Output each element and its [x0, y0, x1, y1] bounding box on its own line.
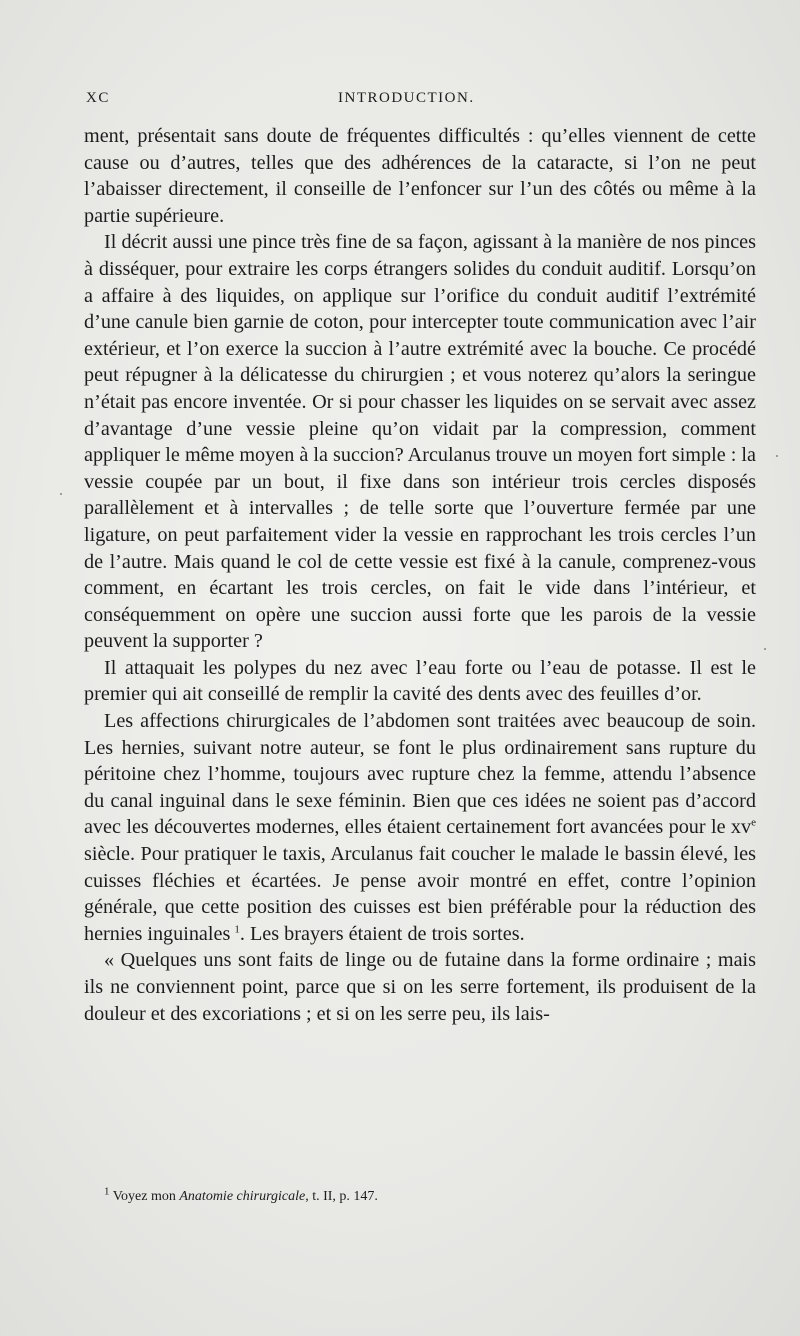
running-title: INTRODUCTION.	[338, 90, 475, 106]
footnote-marker: 1	[104, 1185, 110, 1198]
paragraph-5: « Quelques uns sont faits de linge ou de futaine dans la forme ordinaire ; mais ils ne conviennent point, parce que si on les serre fortement, ils produisent de la douleur et des excoriations ; et si on les serre peu, ils lais-	[84, 949, 756, 1025]
paragraph-1: ment, présentait sans doute de fréquentes difficultés : qu’elles viennent de cette cause ou d’autres, telles que des adhérences de la cataracte, si l’on ne peut l’abaisser directement, il conseille de l’enfoncer sur l’un des côtés ou même à la partie supérieure.	[84, 125, 756, 227]
footnote-reference: 1	[234, 923, 240, 936]
footnote-text-after: , t. II, p. 147.	[305, 1189, 378, 1204]
century-superscript: e	[751, 816, 756, 829]
paragraph-4-text: Les affections chirurgicales de l’abdomen sont traitées avec beaucoup de soin. Les hernies, suivant notre auteur, se font le plus ordinairement sans rupture du péritoine chez l’homme, toujours avec rupture chez la femme, attendu l’absence du canal inguinal dans le sexe féminin. Bien que ces idées ne soient pas d’accord avec les découvertes modernes, elles étaient certainement fort avancées pour le xv	[84, 710, 756, 839]
footnote	[104, 1185, 744, 1206]
paragraph-4	[84, 708, 756, 947]
footnote-book-title: Anatomie chirurgicale	[179, 1189, 306, 1204]
running-head	[86, 90, 758, 112]
paper-speck	[764, 648, 766, 650]
paragraph-3: Il attaquait les polypes du nez avec l’eau forte ou l’eau de potasse. Il est le premier qui ait conseillé de remplir la cavité des dents avec des feuilles d’or.	[84, 656, 756, 706]
paragraph-4-ending: . Les brayers étaient de trois sortes.	[239, 922, 525, 945]
paper-speck	[60, 493, 62, 495]
paragraph-2: Il décrit aussi une pince très fine de sa façon, agissant à la manière de nos pinces à disséquer, pour extraire les corps étrangers solides du conduit auditif. Lorsqu’on a affaire à des liquides, on applique sur l’orifice du conduit auditif l’extrémité d’une canule bien garnie de coton, pour intercepter toute communication avec l’air extérieur, et l’on exerce la succion à l’autre extrémité avec la bouche. Ce procédé peut répugner à la délicatesse du chirurgien ; et vous noterez qu’alors la seringue n’était pas encore inventée. Or si pour chasser les liquides on se servait avec assez d’avantage d’une vessie pleine qu’on vidait par la compression, comment appliquer le même moyen à la succion? Arculanus trouve un moyen fort simple : la vessie coupée par un bout, il fixe dans son intérieur trois cercles disposés parallèlement et à intervalles ; de telle sorte que l’ouverture fermée par une ligature, on peut parfaitement vider la vessie en rapprochant les trois cercles l’un de l’autre. Mais quand le col de cette vessie est fixé à la canule, comprenez-vous comment, en écartant les trois cercles, on fait le vide dans l’intérieur, et conséquemment on opère une succion aussi forte que les parois de la vessie peuvent la supporter ?	[84, 231, 756, 653]
paragraph-4-continuation: siècle. Pour pratiquer le taxis, Arculanus fait coucher le malade le bassin élevé, les cuisses fléchies et écartées. Je pense avoir montré en effet, contre l’opinion générale, que cette position des cuisses est bien préférable pour la réduction des hernies inguinales	[84, 843, 756, 945]
paper-speck	[776, 455, 778, 457]
page-number: XC	[86, 90, 110, 106]
body-text	[84, 123, 756, 1027]
footnote-text-before: Voyez mon	[109, 1189, 180, 1204]
